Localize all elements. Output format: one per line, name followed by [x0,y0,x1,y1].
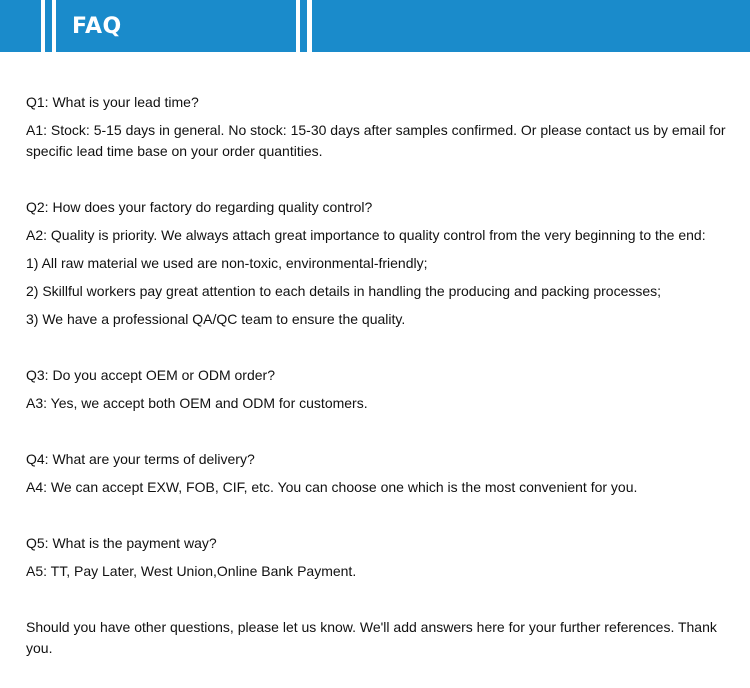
banner-stripe [45,0,52,52]
page-title: FAQ [72,14,122,39]
banner-stripe [0,0,41,52]
question-3: Q3: Do you accept OEM or ODM order? [26,367,275,383]
answer-2-point-3: 3) We have a professional QA/QC team to ensure the quality. [26,311,406,327]
question-5: Q5: What is the payment way? [26,535,217,551]
answer-2-point-2: 2) Skillful workers pay great attention to each details in handling the producing and packing processes; [26,283,662,299]
question-2: Q2: How does your factory do regarding quality control? [26,199,373,215]
answer-5: A5: TT, Pay Later, West Union,Online Bank Payment. [26,563,357,579]
answer-2-point-1: 1) All raw material we used are non-toxic, environmental-friendly; [26,255,428,271]
closing-note: Should you have other questions, please let us know. We'll add answers here for your further references. Thank you. [26,619,717,656]
banner-stripe [312,0,750,52]
answer-1: A1: Stock: 5-15 days in general. No stock: 15-30 days after samples confirmed. Or please contact us by email for specific lead time base on your order quantities. [26,122,726,159]
faq-banner [0,0,750,52]
question-4: Q4: What are your terms of delivery? [26,451,255,467]
answer-3: A3: Yes, we accept both OEM and ODM for customers. [26,395,368,411]
banner-stripe [300,0,307,52]
answer-2: A2: Quality is priority. We always attach great importance to quality control from the very beginning to the end: [26,227,706,243]
answer-4: A4: We can accept EXW, FOB, CIF, etc. You can choose one which is the most convenient for you. [26,479,638,495]
question-1: Q1: What is your lead time? [26,94,199,110]
